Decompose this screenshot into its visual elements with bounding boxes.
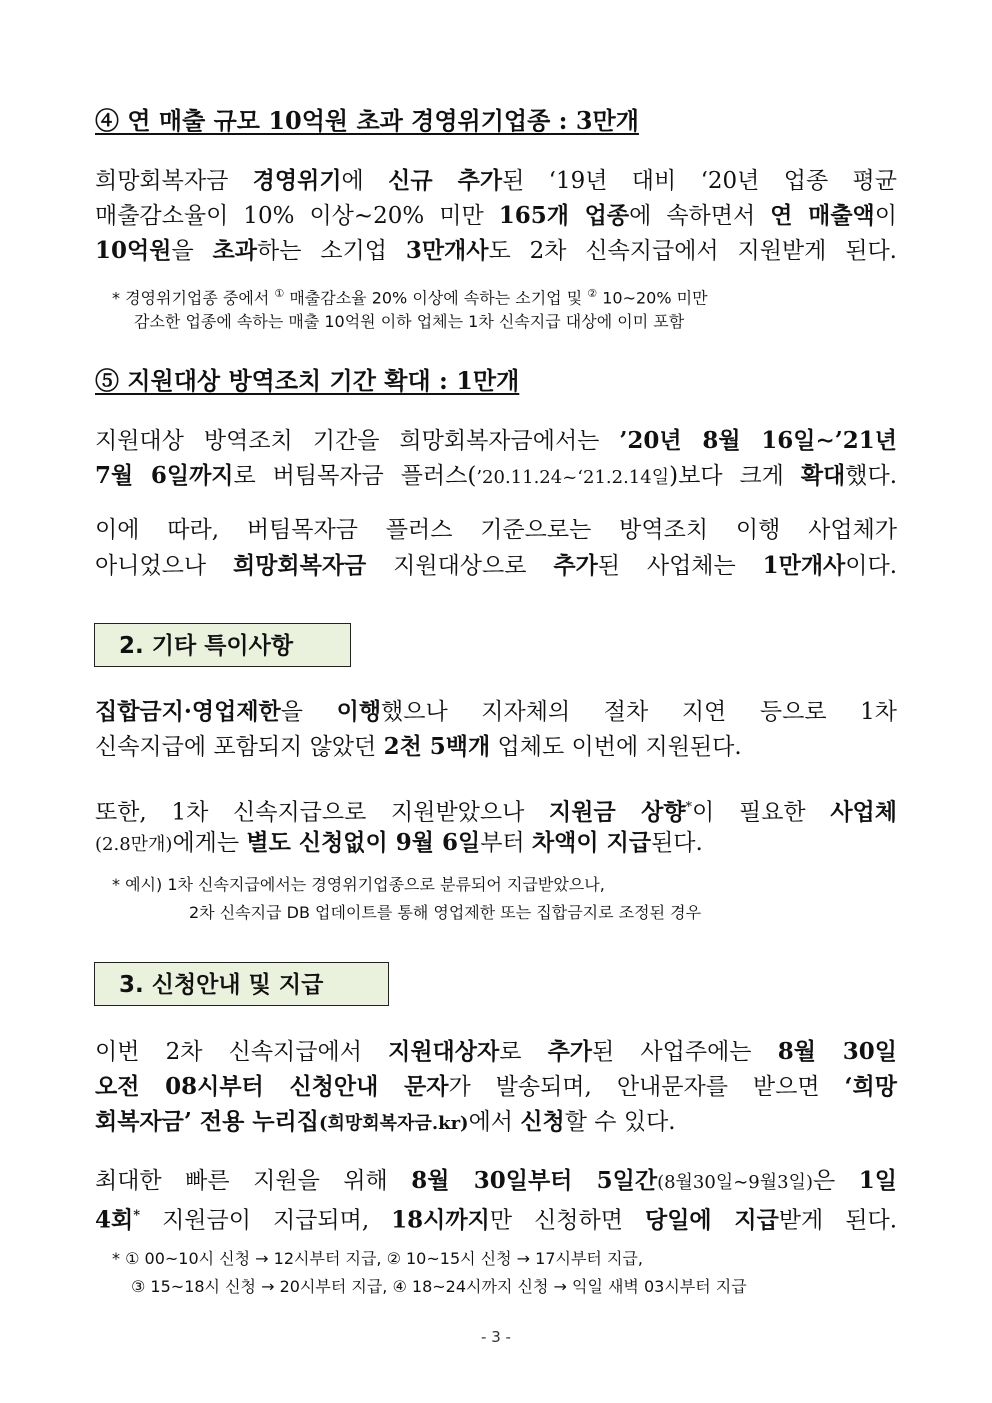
- text-run: ’20.11.24~‘21.2.14일: [476, 467, 670, 488]
- text-run: 지원금 상향: [549, 798, 686, 826]
- text-run: 이다.: [845, 553, 898, 579]
- section5-paragraph-line-3: [95, 513, 897, 548]
- other-paragraph-line-4: [95, 825, 897, 862]
- page-number: - 3 -: [481, 1328, 511, 1346]
- text-run: 4회: [95, 1206, 134, 1234]
- section4-heading: ④ 연 매출 규모 10억원 초과 경영위기업종 : 3만개: [95, 106, 639, 135]
- text-run: 희망회복자금: [95, 168, 253, 194]
- other-paragraph-line-2: [95, 729, 897, 765]
- text-run: 차액이 지급: [531, 829, 652, 856]
- other-paragraph-line-1: [95, 694, 897, 730]
- text-run: 이: [874, 203, 897, 229]
- text-run: 연 매출액: [770, 202, 875, 229]
- section5-heading: ⑤ 지원대상 방역조치 기간 확대 : 1만개: [95, 366, 520, 395]
- text-run: ’20년 8월 16일∼’21년: [619, 427, 897, 454]
- text-run: 최대한 빠른 지원을 위해: [95, 1168, 412, 1194]
- section4-paragraph-line-3: [95, 233, 897, 269]
- text-run: 초과: [212, 237, 257, 264]
- text-run: *: [133, 1208, 141, 1223]
- text-run: 8월 30일: [777, 1038, 897, 1065]
- text-run: ‘희망: [844, 1073, 897, 1100]
- text-run: 별도 신청없이 9월 6일: [246, 829, 481, 856]
- text-run: (2.8만개): [95, 834, 173, 855]
- text-run: 을: [280, 699, 337, 725]
- text-run: 추가: [553, 552, 598, 579]
- text-run: 추가: [547, 1038, 593, 1065]
- text-run: 신청: [520, 1108, 565, 1135]
- section4-paragraph-line-2: [95, 198, 897, 234]
- text-run: 에 속하면서: [629, 203, 771, 229]
- text-run: 지원대상으로: [366, 553, 554, 579]
- text-run: 희망회복자금: [232, 552, 367, 579]
- text-run: 로 버팀목자금 플러스(: [233, 463, 477, 489]
- text-run: 이번 2차 신속지급에서: [95, 1039, 389, 1065]
- text-run: 에게는: [172, 830, 247, 856]
- apply-footnote-line-2: ③ 15~18시 신청 → 20시부터 지급, ④ 18~24시까지 신청 → 익일 새벽 03시부터 지급: [131, 1277, 747, 1296]
- text-run: 7월 6일까지: [95, 462, 234, 489]
- text-run: 이행: [336, 698, 382, 725]
- text-run: 10억원: [95, 237, 172, 264]
- text-run: 에서: [468, 1109, 521, 1135]
- text-run: 에: [341, 168, 389, 194]
- text-run: 또한, 1차 신속지급으로 지원받았으나: [95, 799, 550, 826]
- text-run: 1만개사: [762, 552, 846, 579]
- text-run: 을: [171, 238, 213, 264]
- apply-paragraph-line-2: [95, 1069, 897, 1105]
- text-run: (희망회복자금.kr): [318, 1113, 469, 1134]
- apply-paragraph-line-1: [95, 1034, 897, 1070]
- text-run: 집합금지·영업제한: [95, 698, 281, 725]
- apply-paragraph-line-5: [95, 1198, 897, 1239]
- text-run: )보다 크게: [669, 463, 801, 489]
- text-run: 지원금이 지급되며,: [140, 1207, 392, 1234]
- text-run: 매출감소율이 10% 이상∼20% 미만: [95, 203, 499, 229]
- section5-paragraph-line-1: [95, 423, 897, 459]
- text-run: 1일: [858, 1167, 897, 1194]
- apply-footnote-line-1: * ① 00~10시 신청 → 12시부터 지급, ② 10~15시 신청 → 17시부터 지급,: [112, 1249, 643, 1268]
- text-run: 아니었으나: [95, 553, 233, 579]
- text-run: 18시까지: [391, 1206, 490, 1234]
- text-run: 된 사업체는: [597, 553, 763, 579]
- section4-paragraph-line-1: [95, 163, 897, 199]
- section4-footnote-line-1: * 경영위기업종 중에서 ① 매출감소율 20% 이상에 속하는 소기업 및 ② 10~20% 미만: [112, 287, 708, 308]
- text-run: 만 신청하면: [489, 1207, 645, 1234]
- text-run: 경영위기: [252, 167, 342, 194]
- text-run: (8월30일∼9월3일): [657, 1172, 814, 1193]
- text-run: 오전 08시부터 신청안내 문자: [95, 1073, 449, 1100]
- section5-paragraph-line-2: [95, 458, 897, 495]
- text-run: 사업체: [830, 798, 897, 826]
- text-run: 할 수 있다.: [564, 1109, 676, 1135]
- text-run: 지원대상 방역조치 기간을 희망회복자금에서는: [95, 428, 620, 454]
- text-run: 신속지급에 포함되지 않았던: [95, 734, 384, 760]
- text-run: 2천 5백개: [383, 733, 491, 760]
- text-run: 했다.: [845, 463, 898, 489]
- text-run: 3만개사: [405, 237, 489, 264]
- text-run: 이에 따라, 버팀목자금 플러스 기준으로는 방역조치 이행 사업체가: [95, 517, 897, 543]
- text-run: 부터: [480, 830, 532, 856]
- text-run: *: [685, 800, 693, 815]
- other-footnote-line-2: 2차 신속지급 DB 업데이트를 통해 영업제한 또는 집합금지로 조정된 경우: [189, 903, 702, 922]
- section4-footnote-line-2: 감소한 업종에 속하는 매출 10억원 이하 업체는 1차 신속지급 대상에 이미 포함: [134, 312, 685, 331]
- text-run: 8월 30일부터 5일간: [411, 1167, 658, 1194]
- text-run: 도 2차 신속지급에서 지원받게 된다.: [488, 238, 897, 264]
- section-box-other-matters: 2. 기타 특이사항: [94, 623, 351, 667]
- text-run: 된 사업주에는: [592, 1039, 778, 1065]
- text-run: 지원대상자: [388, 1038, 500, 1065]
- text-run: 은: [813, 1168, 859, 1194]
- text-run: 확대: [800, 462, 846, 489]
- apply-paragraph-line-3: [95, 1104, 897, 1141]
- text-run: 된 ‘19년 대비 ‘20년 업종 평균: [502, 168, 897, 194]
- text-run: 165개 업종: [498, 202, 630, 229]
- section-box-application-guide: 3. 신청안내 및 지급: [94, 962, 389, 1006]
- text-run: 된다.: [651, 830, 703, 856]
- text-run: 회복자금’ 전용 누리집: [95, 1108, 319, 1135]
- text-run: 로: [499, 1039, 548, 1065]
- text-run: 당일에 지급: [644, 1206, 779, 1234]
- apply-paragraph-line-4: [95, 1163, 897, 1200]
- text-run: 받게 된다.: [778, 1207, 897, 1234]
- text-run: 신규 추가: [388, 167, 503, 194]
- text-run: 했으나 지자체의 절차 지연 등으로 1차: [381, 699, 898, 725]
- text-run: 가 발송되며, 안내문자를 받으면: [448, 1074, 845, 1100]
- text-run: 하는 소기업: [256, 238, 406, 264]
- section5-paragraph-line-4: [95, 548, 897, 584]
- other-footnote-line-1: * 예시) 1차 신속지급에서는 경영위기업종으로 분류되어 지급받았으나,: [112, 875, 605, 894]
- text-run: 업체도 이번에 지원된다.: [490, 734, 742, 760]
- text-run: 이 필요한: [692, 799, 831, 826]
